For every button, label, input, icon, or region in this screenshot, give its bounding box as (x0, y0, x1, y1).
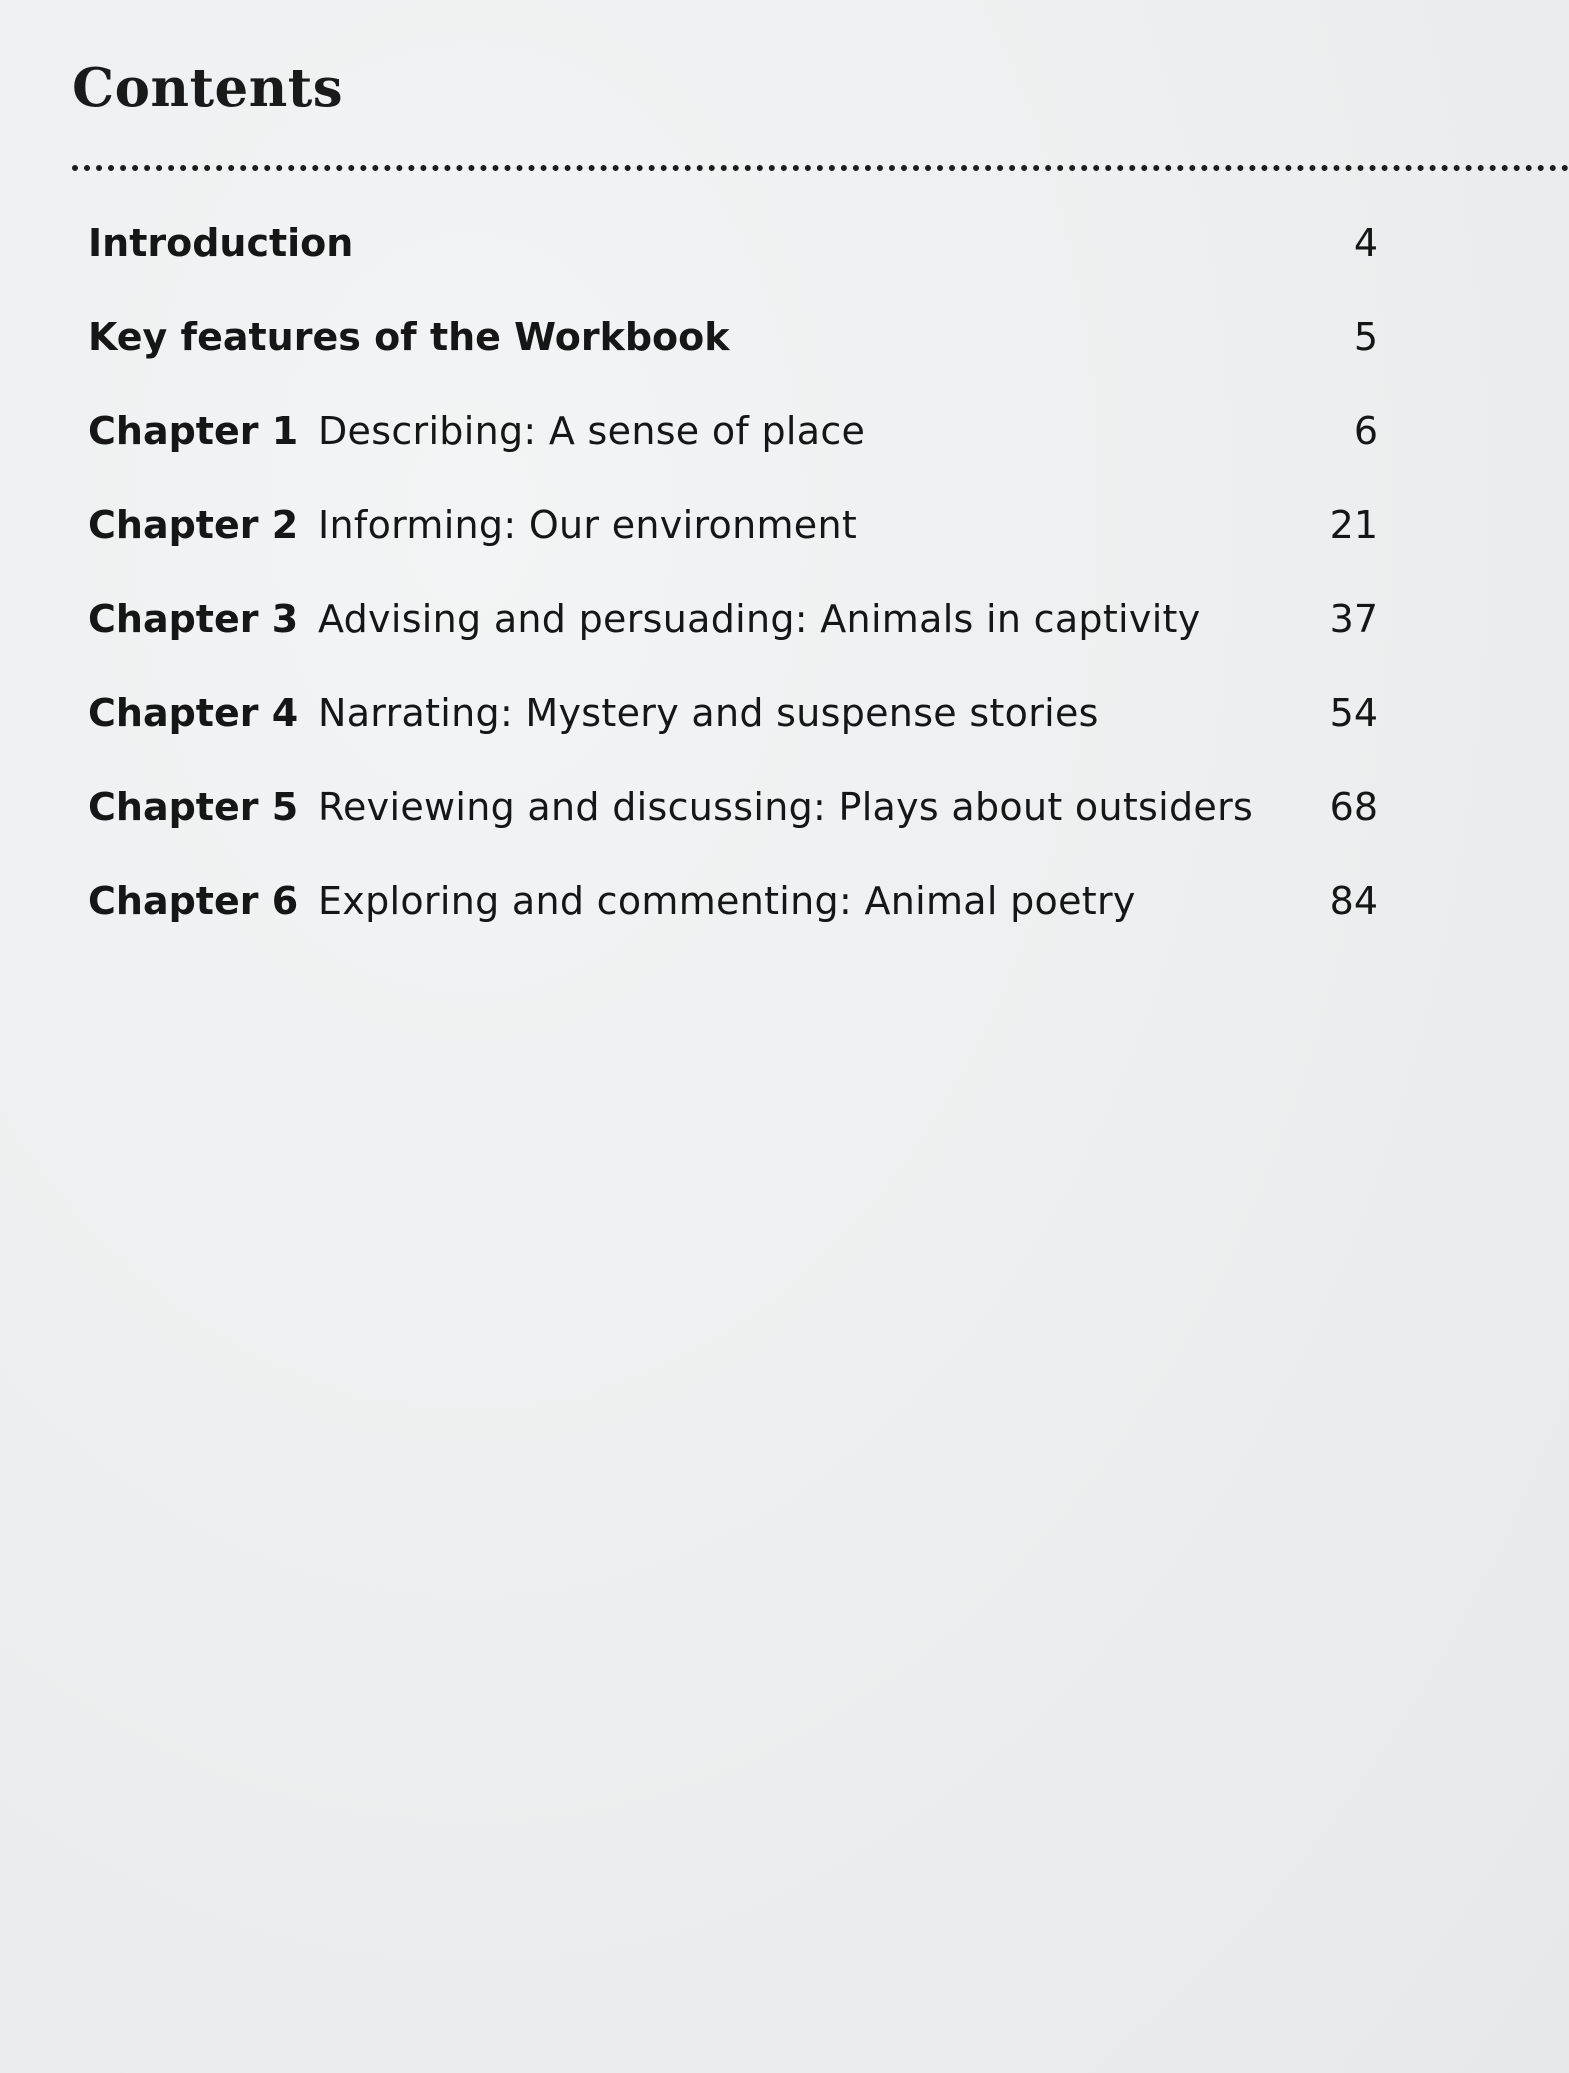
toc-entry-page: 68 (1329, 785, 1378, 829)
toc-entry-chapter-1[interactable] (88, 384, 1378, 478)
toc-entry-label: Chapter 4 (88, 691, 299, 735)
toc-entry-label: Chapter 5 (88, 785, 299, 829)
toc-entry-page: 4 (1353, 221, 1378, 265)
toc-entry-title: Informing: Our environment (318, 503, 858, 547)
toc-entry-label: Introduction (88, 221, 354, 265)
toc-entry-label: Key features of the Workbook (88, 315, 730, 359)
toc-entry-page: 6 (1353, 409, 1378, 453)
dotted-divider (72, 165, 1569, 171)
table-of-contents (88, 196, 1378, 948)
page-title: Contents (72, 57, 344, 119)
toc-entry-chapter-5[interactable] (88, 760, 1378, 854)
toc-entry-introduction[interactable] (88, 196, 1378, 290)
toc-entry-chapter-6[interactable] (88, 854, 1378, 948)
toc-entry-label: Chapter 6 (88, 879, 299, 923)
toc-entry-label: Chapter 1 (88, 409, 299, 453)
toc-entry-page: 84 (1329, 879, 1378, 923)
toc-entry-title: Reviewing and discussing: Plays about outsiders (318, 785, 1254, 829)
toc-entry-page: 54 (1329, 691, 1378, 735)
toc-entry-page: 21 (1329, 503, 1378, 547)
toc-entry-label: Chapter 2 (88, 503, 299, 547)
toc-entry-page: 5 (1353, 315, 1378, 359)
toc-entry-title: Advising and persuading: Animals in captivity (318, 597, 1201, 641)
toc-entry-label: Chapter 3 (88, 597, 299, 641)
toc-entry-key-features[interactable] (88, 290, 1378, 384)
toc-entry-title: Describing: A sense of place (318, 409, 866, 453)
toc-entry-title: Exploring and commenting: Animal poetry (318, 879, 1136, 923)
toc-entry-page: 37 (1329, 597, 1378, 641)
toc-entry-title: Narrating: Mystery and suspense stories (318, 691, 1099, 735)
toc-entry-chapter-4[interactable] (88, 666, 1378, 760)
toc-entry-chapter-3[interactable] (88, 572, 1378, 666)
toc-entry-chapter-2[interactable] (88, 478, 1378, 572)
